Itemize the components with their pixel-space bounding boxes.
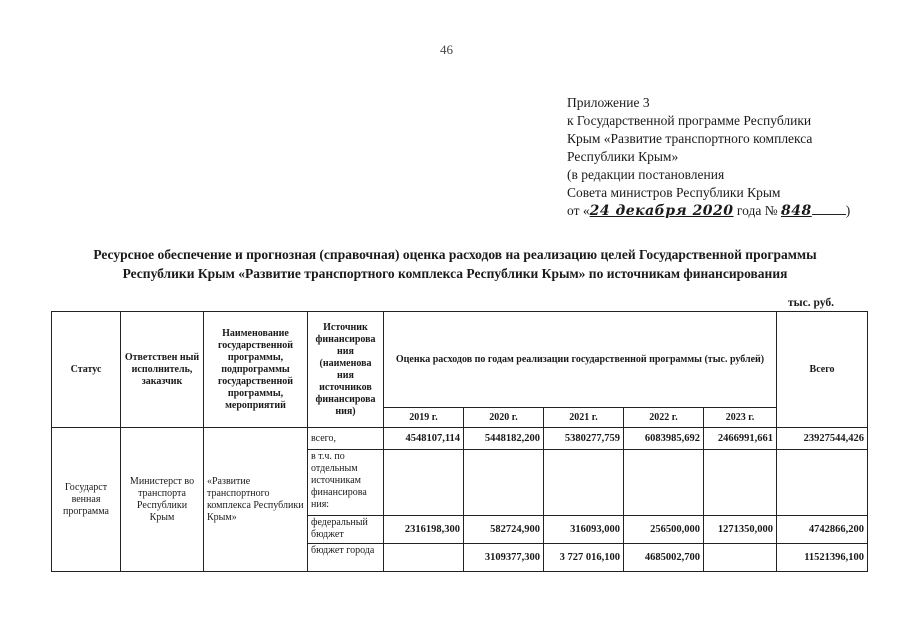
date-suffix: ) [845, 203, 851, 218]
value-cell [464, 450, 544, 516]
appendix-line: Приложение 3 [567, 95, 650, 110]
value-cell [704, 450, 777, 516]
handwritten-date: 24 декабря 2020 [589, 203, 734, 219]
value-cell: 256500,000 [624, 516, 704, 544]
total-cell [777, 450, 868, 516]
table-row [52, 428, 868, 450]
header-executor: Ответствен ный исполнитель, заказчик [121, 312, 204, 428]
value-cell: 5380277,759 [544, 428, 624, 450]
value-cell [624, 450, 704, 516]
appendix-line: (в редакции постановления [567, 167, 725, 182]
number-underline [812, 214, 846, 215]
source-cell: в т.ч. по отдельным источникам финансирова ния: [308, 450, 384, 516]
header-year: 2021 г. [544, 408, 624, 428]
value-cell [544, 450, 624, 516]
appendix-line: Республики Крым» [567, 149, 679, 164]
appendix-line: Крым «Развитие транспортного комплекса [567, 131, 813, 146]
header-year: 2023 г. [704, 408, 777, 428]
executor-cell: Министерст во транспорта Республики Крым [121, 428, 204, 572]
appendix-line: к Государственной программе Республики [567, 113, 812, 128]
source-cell: бюджет города [308, 544, 384, 572]
appendix-line: Совета министров Республики Крым [567, 185, 781, 200]
appendix-date-line [567, 202, 850, 220]
value-cell: 4685002,700 [624, 544, 704, 572]
header-status: Статус [52, 312, 121, 428]
document-title [40, 245, 870, 283]
title-line-1: Ресурсное обеспечение и прогнозная (справочная) оценка расходов на реализацию целей Государственной программы [93, 247, 817, 262]
total-cell: 11521396,100 [777, 544, 868, 572]
unit-label: тыс. руб. [788, 297, 834, 309]
header-program-name: Наименование государственной программы, подпрограммы государственной программы, мероприятий [204, 312, 308, 428]
page-number: 46 [440, 42, 453, 57]
header-source: Источник финансирова ния (наименова ния источников финансирова ния) [308, 312, 384, 428]
value-cell [384, 450, 464, 516]
value-cell: 2316198,300 [384, 516, 464, 544]
title-line-2: Республики Крым «Развитие транспортного комплекса Республики Крым» по источникам финансирования [122, 266, 788, 281]
value-cell: 6083985,692 [624, 428, 704, 450]
source-cell: федеральный бюджет [308, 516, 384, 544]
header-total: Всего [777, 312, 868, 428]
source-cell: всего, [308, 428, 384, 450]
header-year: 2020 г. [464, 408, 544, 428]
date-middle: года № [736, 203, 778, 218]
header-year: 2022 г. [624, 408, 704, 428]
value-cell: 582724,900 [464, 516, 544, 544]
value-cell [384, 544, 464, 572]
total-cell: 23927544,426 [777, 428, 868, 450]
value-cell: 3 727 016,100 [544, 544, 624, 572]
appendix-block [567, 94, 850, 220]
value-cell: 2466991,661 [704, 428, 777, 450]
value-cell: 316093,000 [544, 516, 624, 544]
header-estimate: Оценка расходов по годам реализации государственной программы (тыс. рублей) [384, 312, 777, 408]
budget-table [51, 311, 868, 572]
program-name-cell: «Развитие транспортного комплекса Республики Крым» [204, 428, 308, 572]
value-cell: 1271350,000 [704, 516, 777, 544]
status-cell: Государст венная программа [52, 428, 121, 572]
value-cell: 3109377,300 [464, 544, 544, 572]
value-cell: 5448182,200 [464, 428, 544, 450]
value-cell [704, 544, 777, 572]
handwritten-number: 848 [780, 203, 812, 219]
date-prefix: от « [567, 203, 590, 218]
header-year: 2019 г. [384, 408, 464, 428]
value-cell: 4548107,114 [384, 428, 464, 450]
header-row [52, 312, 868, 408]
total-cell: 4742866,200 [777, 516, 868, 544]
